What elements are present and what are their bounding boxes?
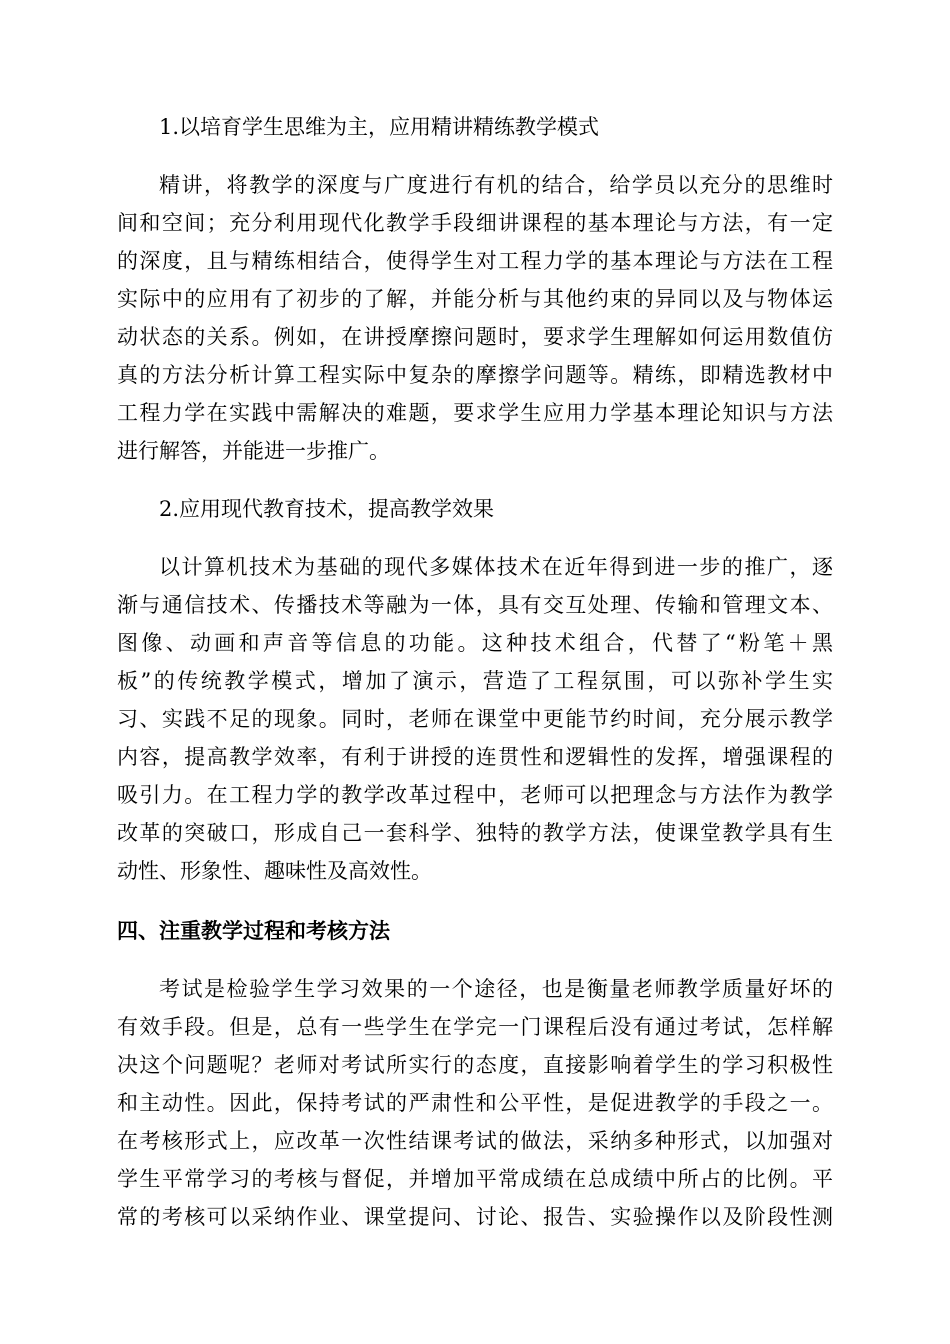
paragraph-line: 精讲，将教学的深度与广度进行有机的结合，给学员以充分的思维时 xyxy=(159,173,833,197)
paragraph-line: 习、实践不足的现象。同时，老师在课堂中更能节约时间，充分展示教学 xyxy=(117,707,833,731)
paragraph-line: 工程力学在实践中需解决的难题，要求学生应用力学基本理论知识与方法 xyxy=(117,401,833,425)
paragraph-line: 考试是检验学生学习效果的一个途径，也是衡量老师教学质量好坏的 xyxy=(159,977,833,1001)
paragraph-line: 吸引力。在工程力学的教学改革过程中，老师可以把理念与方法作为教学 xyxy=(117,783,833,807)
paragraph-line: 图像、动画和声音等信息的功能。这种技术组合，代替了“粉笔＋黑 xyxy=(117,631,833,655)
paragraph-line: 渐与通信技术、传播技术等融为一体，具有交互处理、传输和管理文本、 xyxy=(117,593,833,617)
paragraph-line: 间和空间；充分利用现代化教学手段细讲课程的基本理论与方法，有一定 xyxy=(117,211,833,235)
paragraph-line: 动性、形象性、趣味性及高效性。 xyxy=(117,859,432,883)
subheading-2: 2.应用现代教育技术，提高教学效果 xyxy=(159,497,495,521)
paragraph-line: 进行解答，并能进一步推广。 xyxy=(117,439,390,463)
paragraph-line: 决这个问题呢？老师对考试所实行的态度，直接影响着学生的学习积极性 xyxy=(117,1053,833,1077)
paragraph-line: 常的考核可以采纳作业、课堂提问、讨论、报告、实验操作以及阶段性测 xyxy=(117,1205,833,1229)
paragraph-line: 内容，提高教学效率，有利于讲授的连贯性和逻辑性的发挥，增强课程的 xyxy=(117,745,833,769)
section-heading-4: 四、注重教学过程和考核方法 xyxy=(117,919,390,943)
paragraph-line: 实际中的应用有了初步的了解，并能分析与其他约束的异同以及与物体运 xyxy=(117,287,833,311)
paragraph-line: 真的方法分析计算工程实际中复杂的摩擦学问题等。精练，即精选教材中 xyxy=(117,363,833,387)
paragraph-line: 板”的传统教学模式，增加了演示，营造了工程氛围，可以弥补学生实 xyxy=(117,669,833,693)
paragraph-line: 和主动性。因此，保持考试的严肃性和公平性，是促进教学的手段之一。 xyxy=(117,1091,833,1115)
paragraph-line: 有效手段。但是，总有一些学生在学完一门课程后没有通过考试，怎样解 xyxy=(117,1015,833,1039)
paragraph-line: 学生平常学习的考核与督促，并增加平常成绩在总成绩中所占的比例。平 xyxy=(117,1167,833,1191)
document-page xyxy=(117,108,833,1236)
paragraph-line: 在考核形式上，应改革一次性结课考试的做法，采纳多种形式，以加强对 xyxy=(117,1129,833,1153)
paragraph-line: 的深度，且与精练相结合，使得学生对工程力学的基本理论与方法在工程 xyxy=(117,249,833,273)
paragraph-line: 动状态的关系。例如，在讲授摩擦问题时，要求学生理解如何运用数值仿 xyxy=(117,325,833,349)
paragraph-line: 以计算机技术为基础的现代多媒体技术在近年得到进一步的推广，逐 xyxy=(159,555,833,579)
subheading-1: 1.以培育学生思维为主，应用精讲精练教学模式 xyxy=(159,115,600,139)
paragraph-line: 改革的突破口，形成自己一套科学、独特的教学方法，使课堂教学具有生 xyxy=(117,821,833,845)
